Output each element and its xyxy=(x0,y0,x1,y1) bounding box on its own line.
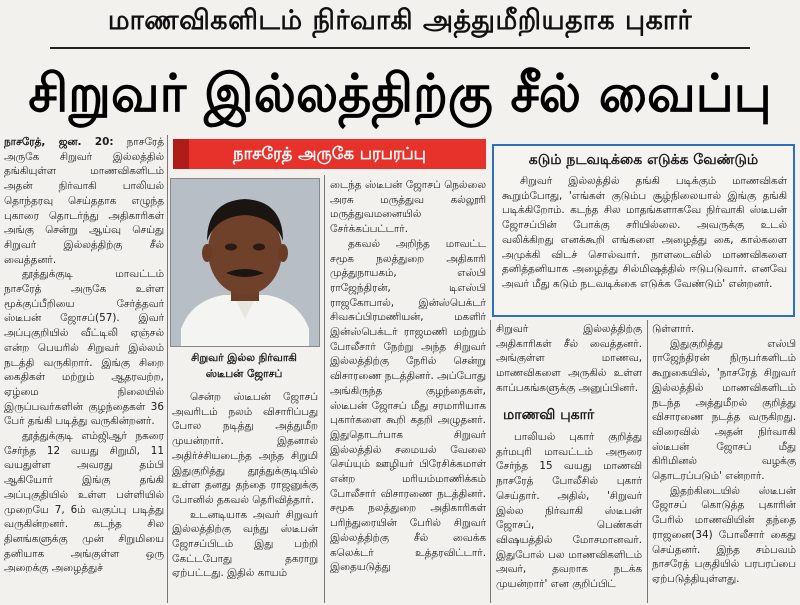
photo-caption xyxy=(168,350,320,386)
column-5-paragraph-1: டுள்ளார். xyxy=(652,323,695,335)
caption-line-2: ஸ்டீபன் ஜோசப் xyxy=(205,368,283,380)
column-1-paragraph-3: தூத்துக்குடி எம்ஜிஆர் நகரை சேர்ந்த 12 வயது சிறுமி, 11 வயதுள்ள அவரது தம்பி ஆகியோர் இங்கு தங்கி அப்புகுதியில் உள்ள பள்ளியில் முறையே 7, 6ம் வகுப்பு படித்து வருகின்றனர். கடந்த சில தினங்களுக்கு முன் சிறுமியை தனியாக அங்குள்ள ஒரு அறைக்கு அழைத்துச் xyxy=(4,430,164,575)
kicker-headline: மாணவிகளிடம் நிர்வாகி அத்துமீறியதாக புகார் xyxy=(107,5,693,36)
column-2-paragraph-2: உடனடியாக அவர் சிறுவர் இல்லத்திற்கு வந்து ஸ்டீபன் ஜோசப்பிடம் இது பற்றி கேட்டபோது தகராறு ஏற்பட்டது. இதில் காயம் xyxy=(172,508,318,580)
column-4-continued xyxy=(496,430,642,603)
column-4 xyxy=(496,322,642,402)
column-2 xyxy=(172,390,318,603)
column-4-paragraph-1: சிறுவர் இல்லத்திற்கு அதிகாரிகள் சீல் வைத்தனர். அங்குள்ள மாணவ, மாணவிகளை அருகில் உள்ள காப்பகங்களுக்கு அனுப்பினர். xyxy=(496,323,642,394)
subheading-student-complaint: மாணவி புகார் xyxy=(503,407,595,423)
kicker-rule xyxy=(50,47,750,49)
column-5-paragraph-3: இதற்கிடையில் ஸ்டீபன் ஜோசப் கொடுத்த புகாரின் பேரில் மாணவியின் தந்தை ராஜனை(34) போலீசார் கைது செய்தனர். இந்த சம்பவம் நாசரேத் பகுதியில் பரபரப்பை ஏற்படுத்தியுள்ளது. xyxy=(652,484,796,585)
column-5-paragraph-2: இதுகுறித்து எஸ்பி ராஜேந்திரன் நிருபர்களிடம் கூறுகையில், 'நாசரேத் சிறுவர் இல்லத்தில் மாணவிகளிடம் நடந்த அத்துமீறல் குறித்து விசாரணை நடத்த வருகிறது. விரைவில் அதன் நிர்வாகி ஸ்டீபன் ஜோசப் மீது கிரிமினல் வழக்கு தொடரப்படும்' என்றார். xyxy=(652,337,796,483)
column-1-paragraph-2: தூத்துக்குடி மாவட்டம் நாசரேத் அருகே உள்ள மூக்குப்பீறியை சேர்த்தவர் ஸ்டீபன் ஜோசப்(57). இவர் அப்புகுறியில் வீட்டிலி ஏஞ்சல் என்ற பெயரில் சிறுவர் இல்லம் நடத்தி வருகிறார். இங்கு சிறை கைதிகள் மற்றும் ஆதரவற்ற, ஏழ்மை நிலையில் இருப்பவர்களின் குழந்தைகள் 36 பேர் தங்கி படித்து வருகின்றனர். xyxy=(4,268,164,428)
sidebar-box-body xyxy=(502,174,787,314)
column-3-paragraph-2: தகவல் அறிந்த மாவட்ட சமூக நலத்துறை அதிகாரி முத்துநாயகம், எஸ்பி ராஜேந்திரன், டிஎஸ்பி ராஜகோபால், இன்ஸ்பெக்டர் சிவசுப்பிரமணியன், மகளிர் இன்ஸ்பெக்டர் ராஜமணி மற்றும் போலீசார் நேற்று அந்த சிறுவர் இல்லத்திற்கு நேரில் சென்று விசாரணை நடத்தினர். அப்போது அங்கிருந்த குழந்தைகள், ஸ்டீபன் ஜோசப் மீது சரமாரியாக புகார்களை கூறி கதறி அழுதனர். இதுதொடர்பாக சிறுவர் இல்லத்தில் சமையல் வேலை செய்யும் ஊழியர் பிரேசிக்கமாள் என்ற மரியம்மாணிக்கம் போலீசார் விசாரணை நடத்தினர். சமூக நலத்துறை அதிகாரிகள் பரிந்துரையின் பேரில் சிறுவர் இல்லத்திற்கு சீல் வைக்க கலெக்டர் உத்தரவிட்டார். இதையடுத்து xyxy=(330,237,486,574)
sidebar-box-paragraph: சிறுவர் இல்லத்தில் தங்கி படிக்கும் மாணவிகள் கூறும்போது, 'எங்கள் குடும்ப சூழ்நிலையால் இங்கு தங்கி படிக்கிறோம். கடந்த சில மாதங்களாகவே நிர்வாகி ஸ்டீபன் ஜோசப்பின் போக்கு சரியில்லை. அவருக்கு உடல் வலிக்கிறது எனக்கூறி எங்களை அழைத்து கை, கால்களை அமுக்கி விடச் சொல்வார். நாளடைவில் மாணவிகளை தனித்தனியாக அழைத்து சில்மிஷத்தில் ஈடுபடுவார். எனவே அவர் மீது கடும் நடவடிக்கை எடுக்க வேண்டும்' என்றனர். xyxy=(502,175,787,290)
location-banner: நாசரேத் அருகே பரபரப்பு xyxy=(173,139,486,169)
portrait-illustration xyxy=(171,179,319,346)
sidebar-box-title: கடும் நடவடிக்கை எடுக்க வேண்டும் xyxy=(528,152,759,168)
column-3 xyxy=(330,178,486,603)
portrait-photo xyxy=(170,178,320,347)
dateline: நாசரேத், ஜன. 20: xyxy=(4,136,114,148)
column-1 xyxy=(4,135,164,603)
column-divider-2 xyxy=(324,175,325,603)
column-1-paragraph-1 xyxy=(4,135,164,267)
column-divider-4 xyxy=(647,320,648,603)
sidebar-box xyxy=(492,144,795,317)
column-4-paragraph-2: பாலியல் புகார் குறித்து தர்மபுரி மாவட்டம் அரூரை சேர்ந்த 15 வயது மாணவி நாசரேத் போலீசில் புகார் செய்தார். அதில், 'சிறுவர் இல்ல நிர்வாகி ஸ்டீபன் ஜோசப், பெண்கள் விஷயத்தில் மோசமானவர். இதுபோல் பல மாணவிகளிடம் அவர், தவறாக நடக்க முயன்றார்' என குறிப்பிட் xyxy=(496,431,642,591)
column-divider-3 xyxy=(490,320,491,603)
column-2-paragraph-1: சென்ற ஸ்டீபன் ஜோசப் அவரிடம் நலம் விசாரிப்பது போல நடித்து அத்துமீற முயன்றார். இதனால் அதிர்ச்சியடைந்த அந்த சிறுமி இதுகுறித்து தூத்துக்குடியில் உள்ள தனது தந்தை ராஜனுக்கு போனில் தகவல் தெரிவித்தார். xyxy=(172,391,318,506)
caption-line-1: சிறுவர் இல்ல நிர்வாகி xyxy=(191,352,297,364)
column-5 xyxy=(652,322,796,603)
column-3-paragraph-1: டைந்த ஸ்டீபன் ஜோசப் நெல்லை அரசு மருத்துவ கல்லூரி மருத்துவமனையில் சேர்க்கப்பட்டார். xyxy=(330,179,486,236)
main-headline: சிறுவர் இல்லத்திற்கு சீல் வைப்பு xyxy=(28,64,772,124)
column-1-lead-text: நாசரேத் அருகே சிறுவர் இல்லத்தில் தங்கியுள்ள மாணவிகளிடம் அதன் நிர்வாகி பாலியல் தொந்தரவு செய்ததாக எழுந்த புகாரை தொடர்ந்து அதிகாரிகள் அங்கு சென்று ஆய்வு செய்து சிறுவர் இல்லத்திற்கு சீல் வைத்தனர். xyxy=(4,136,164,266)
